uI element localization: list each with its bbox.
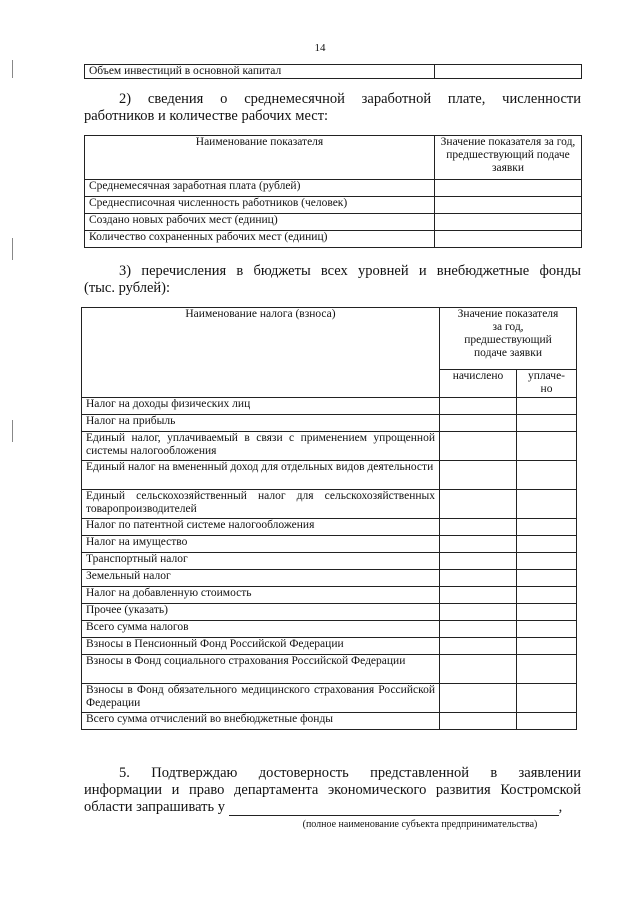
table-row: Единый сельскохозяйственный налог для сельскохозяйственных товаропроизводителей	[82, 490, 440, 519]
table-row: Взносы в Фонд социального страхования Российской Федерации	[82, 655, 440, 684]
page-number: 14	[314, 42, 326, 54]
section5-line1: 5. Подтверждаю достоверность представленной в заявлении	[119, 765, 581, 781]
charged-cell[interactable]	[440, 490, 517, 519]
paid-cell[interactable]	[517, 684, 577, 713]
investment-table	[84, 64, 582, 79]
paid-cell[interactable]	[517, 536, 577, 553]
charged-cell[interactable]	[440, 713, 517, 730]
charged-cell[interactable]	[440, 461, 517, 490]
paid-cell[interactable]	[517, 713, 577, 730]
paid-cell[interactable]	[517, 621, 577, 638]
table-row: Взносы в Пенсионный Фонд Российской Федерации	[82, 638, 440, 655]
paid-cell[interactable]	[517, 570, 577, 587]
section3-heading-line2: (тыс. рублей):	[84, 280, 171, 296]
paid-cell[interactable]	[517, 432, 577, 461]
charged-cell[interactable]	[440, 398, 517, 415]
tax-table	[81, 307, 577, 730]
section5-text	[84, 765, 581, 816]
table-row: Среднесписочная численность работников (человек)	[85, 197, 435, 214]
paid-cell[interactable]	[517, 398, 577, 415]
charged-cell[interactable]	[440, 621, 517, 638]
salary-col-value: Значение показателя за год, предшествующий подаче заявки	[435, 136, 582, 180]
table-row: Создано новых рабочих мест (единиц)	[85, 214, 435, 231]
value-cell[interactable]	[435, 231, 582, 248]
paid-cell[interactable]	[517, 655, 577, 684]
entity-name-caption: (полное наименование субъекта предпринимательства)	[302, 819, 538, 830]
value-cell[interactable]	[435, 214, 582, 231]
charged-cell[interactable]	[440, 432, 517, 461]
charged-cell[interactable]	[440, 684, 517, 713]
charged-cell[interactable]	[440, 519, 517, 536]
table-row: Земельный налог	[82, 570, 440, 587]
investment-label: Объем инвестиций в основной капитал	[85, 65, 435, 79]
value-cell[interactable]	[435, 197, 582, 214]
section5-line3-suffix: ,	[558, 799, 563, 815]
binder-mark	[12, 238, 13, 260]
charged-cell[interactable]	[440, 415, 517, 432]
table-row: Всего сумма налогов	[82, 621, 440, 638]
entity-name-field[interactable]	[229, 801, 559, 816]
section3-heading	[84, 263, 581, 297]
section5-line2: информации и право департамента экономического развития Костромской	[84, 782, 581, 798]
charged-cell[interactable]	[440, 570, 517, 587]
table-row: Всего сумма отчислений во внебюджетные фонды	[82, 713, 440, 730]
table-row: Единый налог, уплачиваемый в связи с применением упрощенной системы налогообложения	[82, 432, 440, 461]
paid-cell[interactable]	[517, 638, 577, 655]
table-row: Налог на добавленную стоимость	[82, 587, 440, 604]
tax-col-value: Значение показателя за год, предшествующий подаче заявки	[440, 308, 577, 370]
table-row: Транспортный налог	[82, 553, 440, 570]
table-row: Среднемесячная заработная плата (рублей)	[85, 180, 435, 197]
binder-mark	[12, 420, 13, 442]
tax-sub-paid: уплаче-но	[517, 370, 577, 398]
table-row: Единый налог на вмененный доход для отдельных видов деятельности	[82, 461, 440, 490]
section2-heading-line1: 2) сведения о среднемесячной заработной плате, численности	[119, 91, 581, 107]
value-cell[interactable]	[435, 180, 582, 197]
table-row: Прочее (указать)	[82, 604, 440, 621]
paid-cell[interactable]	[517, 415, 577, 432]
table-row: Налог на прибыль	[82, 415, 440, 432]
table-row: Налог по патентной системе налогообложения	[82, 519, 440, 536]
salary-col-name: Наименование показателя	[85, 136, 435, 180]
charged-cell[interactable]	[440, 638, 517, 655]
paid-cell[interactable]	[517, 553, 577, 570]
tax-sub-charged: начислено	[440, 370, 517, 398]
table-row: Налог на доходы физических лиц	[82, 398, 440, 415]
paid-cell[interactable]	[517, 490, 577, 519]
paid-cell[interactable]	[517, 461, 577, 490]
salary-table	[84, 135, 582, 248]
section2-heading-line2: работников и количестве рабочих мест:	[84, 108, 329, 124]
table-row: Налог на имущество	[82, 536, 440, 553]
charged-cell[interactable]	[440, 553, 517, 570]
paid-cell[interactable]	[517, 587, 577, 604]
table-row: Взносы в Фонд обязательного медицинского страхования Российской Федерации	[82, 684, 440, 713]
paid-cell[interactable]	[517, 604, 577, 621]
investment-value[interactable]	[435, 65, 582, 79]
binder-mark	[12, 60, 13, 78]
table-row: Количество сохраненных рабочих мест (единиц)	[85, 231, 435, 248]
charged-cell[interactable]	[440, 604, 517, 621]
section5-line3-prefix: области запрашивать у	[84, 799, 225, 815]
section2-heading	[84, 91, 581, 125]
charged-cell[interactable]	[440, 655, 517, 684]
section3-heading-line1: 3) перечисления в бюджеты всех уровней и внебюджетные фонды	[119, 263, 581, 279]
paid-cell[interactable]	[517, 519, 577, 536]
charged-cell[interactable]	[440, 587, 517, 604]
charged-cell[interactable]	[440, 536, 517, 553]
tax-col-name: Наименование налога (взноса)	[82, 308, 440, 398]
